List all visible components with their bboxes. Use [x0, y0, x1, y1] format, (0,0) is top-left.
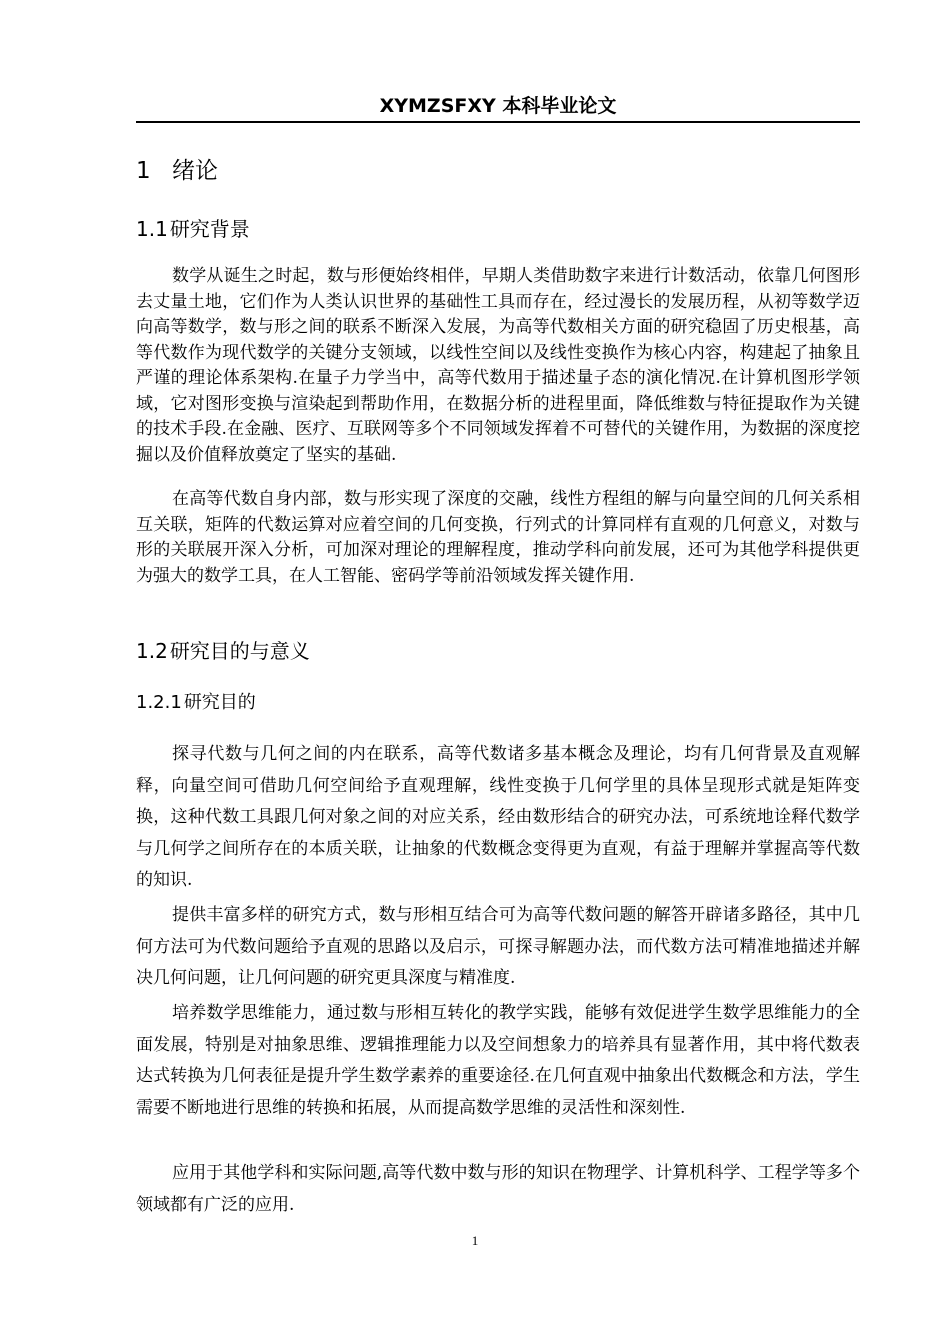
paragraph-background-2: 在高等代数自身内部，数与形实现了深度的交融，线性方程组的解与向量空间的几何关系相互关联，矩阵的代数运算对应着空间的几何变换，行列式的计算同样有直观的几何意义，对数与形的关联展开深入分析，可加深对理论的理解程度，推动学科向前发展，还可为其他学科提供更为强大的数学工具，在人工智能、密码学等前沿领域发挥关键作用. [136, 489, 860, 586]
chapter-title: 绪论 [172, 158, 218, 184]
subsection-title: 研究目的 [183, 692, 256, 713]
section-title: 研究目的与意义 [169, 639, 310, 663]
subsection-number: 1.2.1 [136, 692, 182, 713]
paragraph-purpose-2: 提供丰富多样的研究方式，数与形相互结合可为高等代数问题的解答开辟诸多路径，其中几何方法可为代数问题给予直观的思路以及启示，可探寻解题办法，而代数方法可精准地描述并解决几何问题，让几何问题的研究更具深度与精准度. [136, 905, 860, 988]
section-number: 1.2 [136, 639, 168, 663]
section-heading-1-2 [136, 636, 310, 666]
section-number: 1.1 [136, 217, 168, 241]
paragraph-purpose-3: 培养数学思维能力，通过数与形相互转化的教学实践，能够有效促进学生数学思维能力的全面发展，特别是对抽象思维、逻辑推理能力以及空间想象力的培养具有显著作用，其中将代数表达式转换为几何表征是提升学生数学素养的重要途径.在几何直观中抽象出代数概念和方法，学生需要不断地进行思维的转换和拓展，从而提高数学思维的灵活性和深刻性. [136, 1003, 860, 1118]
chapter-number: 1 [136, 158, 151, 184]
paragraph-purpose-4: 应用于其他学科和实际问题,高等代数中数与形的知识在物理学、计算机科学、工程学等多个领域都有广泛的应用. [136, 1163, 860, 1215]
subsection-heading-1-2-1 [136, 689, 256, 717]
section-title: 研究背景 [169, 217, 250, 241]
page-number: 1 [471, 1233, 479, 1248]
paragraph-purpose-1: 探寻代数与几何之间的内在联系，高等代数诸多基本概念及理论，均有几何背景及直观解释，向量空间可借助几何空间给予直观理解，线性变换于几何学里的具体呈现形式就是矩阵变换，这种代数工具跟几何对象之间的对应关系，经由数形结合的研究办法，可系统地诠释代数学与几何学之间所存在的本质关联，让抽象的代数概念变得更为直观，有益于理解并掌握高等代数的知识. [136, 744, 860, 890]
paragraph-background-1: 数学从诞生之时起，数与形便始终相伴，早期人类借助数字来进行计数活动，依靠几何图形去丈量土地，它们作为人类认识世界的基础性工具而存在，经过漫长的发展历程，从初等数学迈向高等数学，数与形之间的联系不断深入发展，为高等代数相关方面的研究稳固了历史根基，高等代数作为现代数学的关键分支领域，以线性空间以及线性变换作为核心内容，构建起了抽象且严谨的理论体系架构.在量子力学当中，高等代数用于描述量子态的演化情况.在计算机图形学领域，它对图形变换与渲染起到帮助作用，在数据分析的进程里面，降低维数与特征提取作为关键的技术手段.在金融、医疗、互联网等多个不同领域发挥着不可替代的关键作用，为数据的深度挖掘以及价值释放奠定了坚实的基础. [136, 266, 860, 465]
chapter-heading [136, 155, 218, 187]
header-rule [136, 121, 860, 123]
section-heading-1-1 [136, 214, 250, 244]
running-header: XYMZSFXY 本科毕业论文 [379, 95, 617, 117]
